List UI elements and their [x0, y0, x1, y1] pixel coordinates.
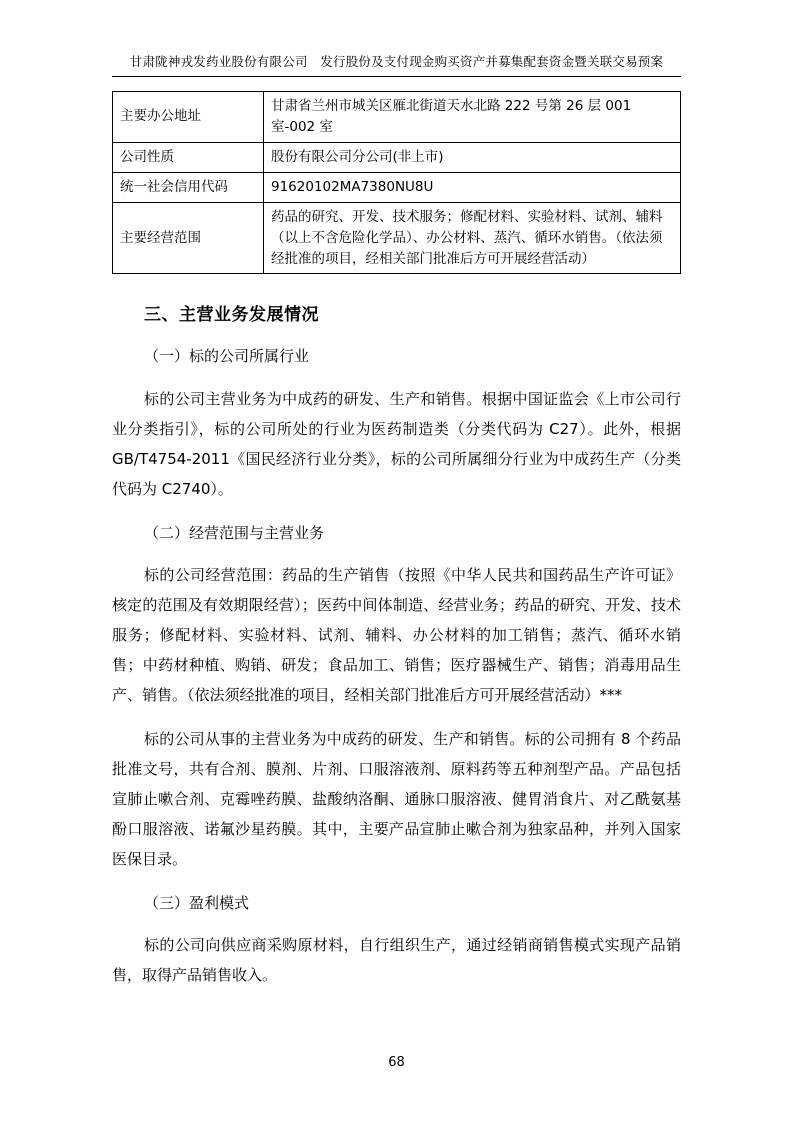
page-header: 甘肃陇神戎发药业股份有限公司 发行股份及支付现金购买资产并募集配套资金暨关联交易预案	[129, 54, 664, 69]
table-row	[113, 92, 681, 143]
subsection-1-paragraph-1: 标的公司主营业务为中成药的研发、生产和销售。根据中国证监会《上市公司行业分类指引》，标的公司所处的行业为医药制造类（分类代码为 C27）。此外，根据 GB/T4754-2011《国民经济行业分类》，标的公司所属细分行业为中成药生产（分类代码为 C2740）。	[112, 389, 681, 498]
row-label: 公司性质	[113, 142, 264, 172]
row-label: 统一社会信用代码	[113, 172, 264, 202]
row-value: 股份有限公司分公司(非上市)	[264, 142, 681, 172]
table-row	[113, 172, 681, 202]
row-value: 甘肃省兰州市城关区雁北街道天水北路 222 号第 26 层 001 室-002 室	[264, 92, 681, 143]
subsection-2-paragraph-1: 标的公司经营范围：药品的生产销售（按照《中华人民共和国药品生产许可证》核定的范围及有效期限经营）；医药中间体制造、经营业务；药品的研究、开发、技术服务；修配材料、实验材料、试剂、辅料、办公材料的加工销售；蒸汽、循环水销售；中药材种植、购销、研发；食品加工、销售；医疗器械生产、销售；消毒用品生产、销售。（依法须经批准的项目，经相关部门批准后方可开展经营活动）***	[112, 565, 681, 704]
subsection-2-paragraph-2: 标的公司从事的主营业务为中成药的研发、生产和销售。标的公司拥有 8 个药品批准文号，共有合剂、膜剂、片剂、口服溶液剂、原料药等五种剂型产品。产品包括宣肺止嗽合剂、克霉唑药膜、盐酸纳洛酮、通脉口服溶液、健胃消食片、对乙酰氨基酚口服溶液、诺氟沙星药膜。其中，主要产品宣肺止嗽合剂为独家品种，并列入国家医保目录。	[112, 729, 681, 868]
company-info-table	[112, 91, 681, 274]
table-row	[113, 202, 681, 274]
section-heading: 三、主营业务发展情况	[144, 305, 319, 326]
subsection-heading-3: （三）盈利模式	[144, 893, 250, 912]
row-label: 主要经营范围	[113, 202, 264, 274]
subsection-heading-1: （一）标的公司所属行业	[144, 347, 310, 366]
table-row	[113, 142, 681, 172]
subsection-3-paragraph-1: 标的公司向供应商采购原材料，自行组织生产，通过经销商销售模式实现产品销售，取得产品销售收入。	[112, 936, 681, 985]
row-value: 91620102MA7380NU8U	[264, 172, 681, 202]
subsection-heading-2: （二）经营范围与主营业务	[144, 523, 325, 542]
header-divider	[112, 76, 681, 77]
row-label: 主要办公地址	[113, 92, 264, 143]
row-value: 药品的研究、开发、技术服务；修配材料、实验材料、试剂、辅料（以上不含危险化学品）、办公材料、蒸汽、循环水销售。（依法须经批准的项目，经相关部门批准后方可开展经营活动）	[264, 202, 681, 274]
page-number: 68	[388, 1055, 405, 1070]
